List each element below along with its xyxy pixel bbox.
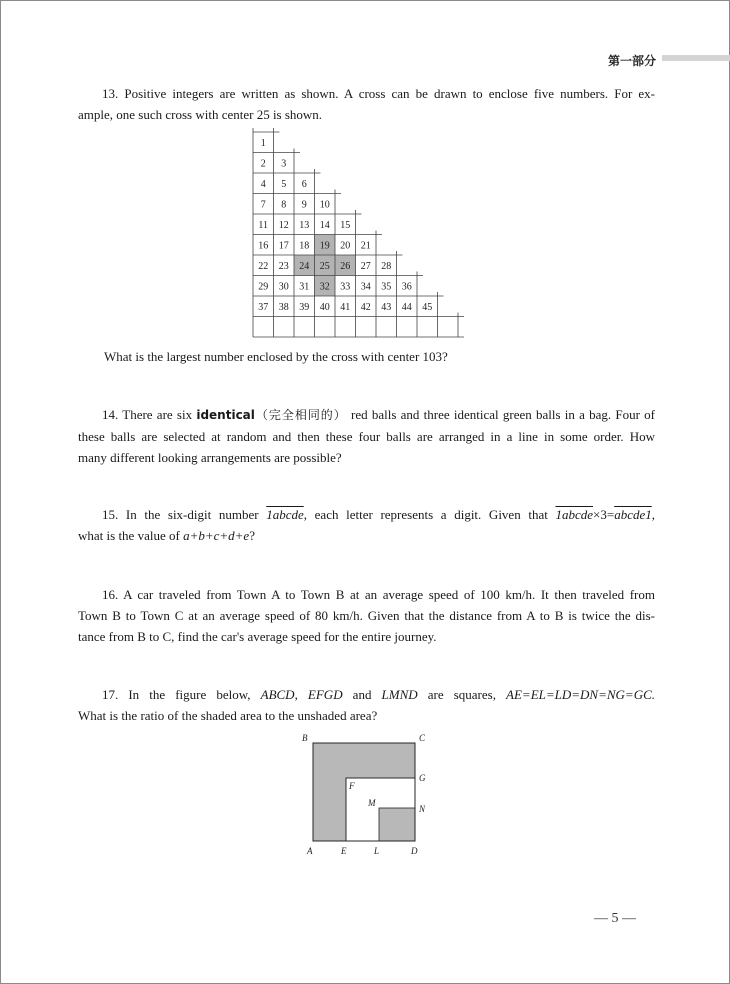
nested-squares-figure bbox=[298, 730, 438, 860]
problem-17-line-2: What is the ratio of the shaded area to the unshaded area? bbox=[78, 708, 378, 723]
problem-13-question: What is the largest number enclosed by the cross with center 103? bbox=[104, 349, 448, 364]
grid-number: 11 bbox=[258, 219, 269, 231]
overlined-number: 1abcde bbox=[266, 507, 304, 522]
grid-number: 18 bbox=[299, 240, 310, 252]
grid-number: 23 bbox=[278, 260, 289, 272]
grid-number: 17 bbox=[278, 240, 289, 252]
grid-number: 14 bbox=[319, 219, 330, 231]
chinese-gloss: （完全相同的） bbox=[254, 408, 347, 422]
label-n: N bbox=[419, 804, 426, 814]
overlined-number: abcde1 bbox=[614, 507, 652, 522]
grid-number: 9 bbox=[301, 199, 307, 211]
grid-number: 34 bbox=[360, 281, 371, 293]
problem-13-line-1: 13. Positive integers are written as shown. A cross can be drawn to enclose five numbers. For ex- bbox=[102, 86, 655, 101]
problem-16-line-2: Town B to Town C at an average speed of 80 km/h. Given that the distance from A to B is twice the dis- bbox=[78, 608, 655, 623]
grid-number: 2 bbox=[260, 158, 266, 170]
problem-17 bbox=[78, 684, 655, 726]
problem-13 bbox=[78, 83, 655, 125]
grid-number: 44 bbox=[401, 301, 412, 313]
grid-number: 24 bbox=[299, 260, 310, 272]
triangle-number-grid bbox=[250, 128, 490, 340]
grid-number: 7 bbox=[260, 199, 266, 211]
label-l: L bbox=[374, 846, 380, 856]
problem-15 bbox=[78, 504, 655, 546]
grid-number: 10 bbox=[319, 199, 330, 211]
grid-number: 39 bbox=[299, 301, 310, 313]
problem-number: 13. bbox=[102, 86, 119, 101]
grid-number: 37 bbox=[258, 301, 269, 313]
grid-number: 26 bbox=[340, 260, 351, 272]
grid-number: 1 bbox=[260, 137, 266, 149]
grid-number: 12 bbox=[278, 219, 289, 231]
grid-number: 13 bbox=[299, 219, 310, 231]
grid-number: 5 bbox=[281, 178, 287, 190]
grid-number: 30 bbox=[278, 281, 289, 293]
problem-14-line-3: many different looking arrangements are possible? bbox=[78, 450, 342, 465]
grid-number: 25 bbox=[319, 260, 330, 272]
grid-number: 3 bbox=[281, 158, 287, 170]
grid-number: 41 bbox=[340, 301, 351, 313]
problem-16 bbox=[78, 584, 655, 647]
grid-number: 8 bbox=[281, 199, 287, 211]
page-number: — 5 — bbox=[594, 911, 636, 926]
shaded-small-square bbox=[379, 808, 415, 841]
grid-number: 4 bbox=[260, 178, 266, 190]
problem-16-line-1: 16. A car traveled from Town A to Town B at an average speed of 100 km/h. It then traveled from bbox=[102, 587, 655, 602]
problem-14-line-2: these balls are selected at random and then these four balls are arranged in a line in some order. How bbox=[78, 429, 655, 444]
label-b: B bbox=[302, 733, 308, 743]
grid-number: 15 bbox=[340, 219, 351, 231]
grid-number: 32 bbox=[319, 281, 330, 293]
bold-term: identical bbox=[196, 408, 255, 422]
grid-number: 33 bbox=[340, 281, 351, 293]
grid-number: 43 bbox=[381, 301, 392, 313]
grid-number: 35 bbox=[381, 281, 392, 293]
grid-number: 20 bbox=[340, 240, 351, 252]
equality-chain: AE=EL=LD=DN=NG=GC. bbox=[506, 687, 656, 702]
grid-number: 22 bbox=[258, 260, 269, 272]
sum-expression: a+b+c+d+e bbox=[183, 528, 250, 543]
grid-number: 6 bbox=[301, 178, 307, 190]
grid-number: 38 bbox=[278, 301, 289, 313]
section-title: 第一部分 bbox=[608, 54, 657, 68]
label-f: F bbox=[349, 781, 355, 791]
overlined-number: 1abcde bbox=[555, 507, 594, 522]
header-bar bbox=[662, 55, 730, 61]
grid-number: 19 bbox=[319, 240, 330, 252]
problem-15-line-2: what is the value of a+b+c+d+e? bbox=[78, 528, 255, 543]
grid-number: 21 bbox=[360, 240, 371, 252]
problem-13-line-2: ample, one such cross with center 25 is shown. bbox=[78, 107, 323, 122]
grid-number: 27 bbox=[360, 260, 371, 272]
problem-14-line-1: 14. There are six identical（完全相同的） red balls and three identical green balls in a bag. Four of bbox=[102, 407, 656, 422]
label-d: D bbox=[411, 846, 418, 856]
problem-15-line-1: 15. In the six-digit number 1abcde, each letter represents a digit. Given that 1abcde×3=abcde1, bbox=[102, 507, 655, 522]
grid-number: 31 bbox=[299, 281, 310, 293]
problem-17-line-1: 17. In the figure below, ABCD, EFGD and LMND are squares, AE=EL=LD=DN=NG=GC. bbox=[102, 687, 656, 702]
grid-number: 40 bbox=[319, 301, 330, 313]
grid-number: 42 bbox=[360, 301, 371, 313]
grid-number: 36 bbox=[401, 281, 412, 293]
problem-16-line-3: tance from B to C, find the car's average speed for the entire journey. bbox=[78, 629, 437, 644]
label-g: G bbox=[419, 773, 426, 783]
label-a: A bbox=[307, 846, 313, 856]
label-e: E bbox=[341, 846, 347, 856]
grid-number: 29 bbox=[258, 281, 269, 293]
label-m: M bbox=[368, 798, 376, 808]
problem-14 bbox=[78, 404, 655, 468]
grid-number: 45 bbox=[422, 301, 433, 313]
grid-number: 16 bbox=[258, 240, 269, 252]
grid-number: 28 bbox=[381, 260, 392, 272]
label-c: C bbox=[419, 733, 426, 743]
